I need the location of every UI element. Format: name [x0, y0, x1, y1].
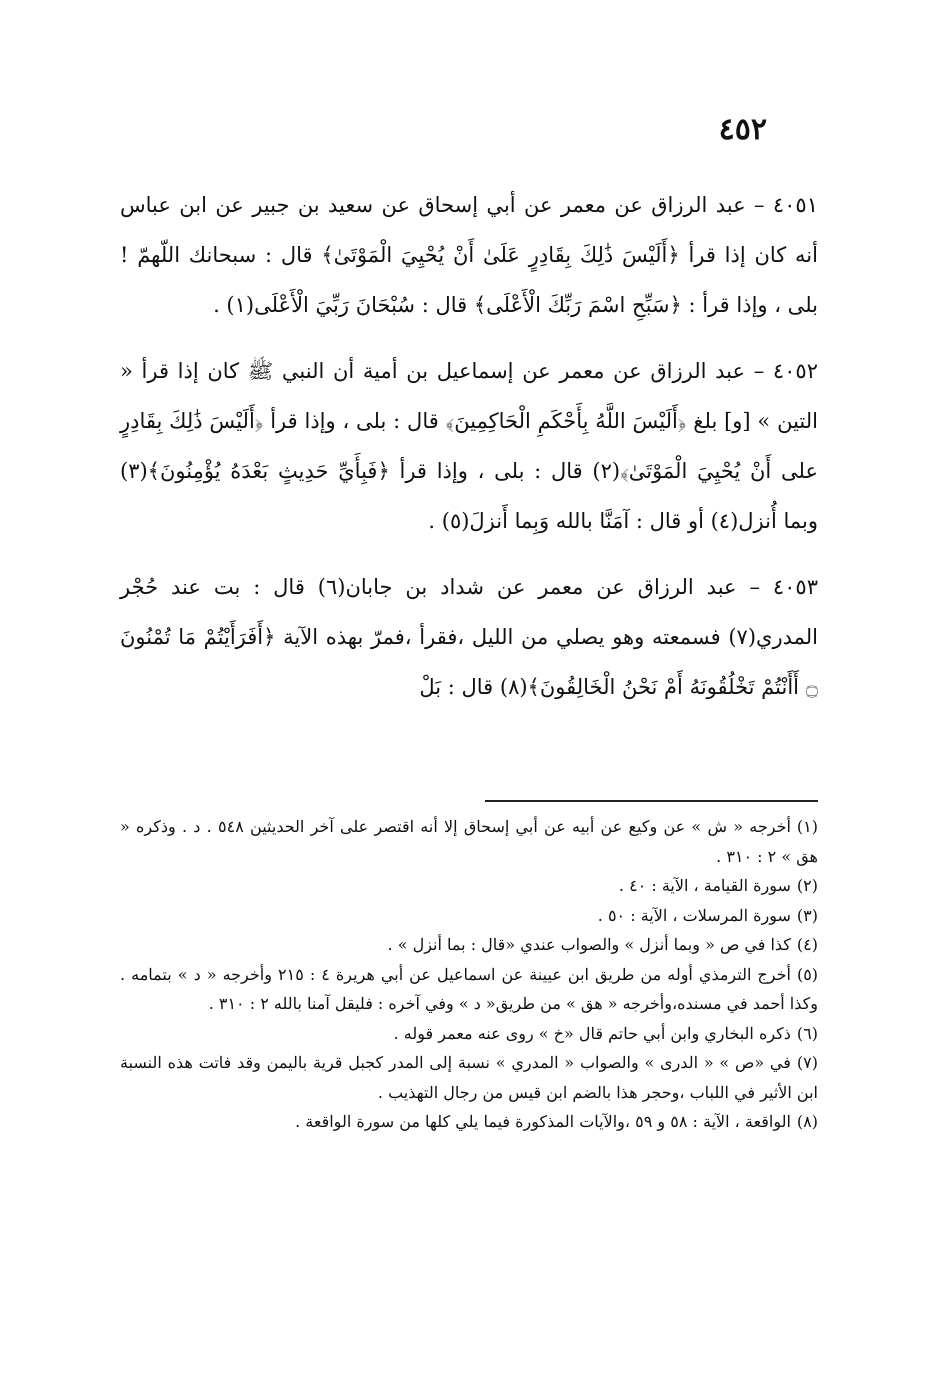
footnote-label: (٢)	[796, 876, 818, 895]
hadith-paragraph: ٤٠٥٣ – عبد الرزاق عن معمر عن شداد بن جابان(٦) قال : بت عند حُجْر المدري(٧) فسمعته وهو يصلي من الليل ،فقرأ ،فمرّ بهذه الآية ﴿أَفَرَأَيْتُمْ مَا تُمْنُونَ ۝ أَأَنْتُمْ تَخْلُقُونَهُ أَمْ نَحْنُ الْخَالِقُونَ﴾(٨) قال : بَلْ	[120, 575, 818, 699]
footnotes	[120, 812, 818, 1137]
footnote-text: أخرجه « ش » عن وكيع عن أبيه عن أبي إسحاق إلا أنه اقتصر على آخر الحديثين ٥٤٨ . د . وذكره « هق » ٢ : ٣١٠ .	[120, 817, 818, 866]
footnote-text: في «ص » « الدرى » والصواب « المدري » نسبة إلى المدر كجبل قرية باليمن وقد فاتت هذه النسبة ابن الأثير في اللباب ،وحجر هذا بالضم ابن قيس من رجال التهذيب .	[120, 1053, 818, 1102]
footnote	[120, 1107, 818, 1137]
footnote	[120, 960, 818, 1019]
footnote-label: (٦)	[796, 1023, 818, 1043]
footnote-text: سورة القيامة ، الآية : ٤٠ .	[618, 876, 791, 895]
footnote-text: سورة المرسلات ، الآية : ٥٠ .	[597, 905, 791, 925]
footnote-label: (٨)	[796, 1112, 818, 1131]
footnote	[120, 812, 818, 871]
main-text	[120, 180, 818, 728]
hadith-paragraph: ٤٠٥١ – عبد الرزاق عن معمر عن أبي إسحاق عن سعيد بن جبير عن ابن عباس أنه كان إذا قرأ ﴿أَلَيْسَ ذَٰلِكَ بِقَادِرٍ عَلَىٰ أَنْ يُحْيِيَ الْمَوْتَىٰ﴾ قال : سبحانك اللّهمّ ! بلى ، وإذا قرأ : ﴿سَبِّحِ اسْمَ رَبِّكَ الْأَعْلَى﴾ قال : سُبْحَانَ رَبِّيَ الْأَعْلَى(١) .	[120, 193, 818, 317]
footnote-label: (٧)	[796, 1053, 818, 1072]
page-number: ٤٥٢	[718, 112, 767, 147]
footnote	[120, 1048, 818, 1107]
footnote-text: الواقعة ، الآية : ٥٨ و ٥٩ ،والآيات المذكورة فيما يلي كلها من سورة الواقعة .	[295, 1112, 791, 1131]
footnote-text: كذا في ص « وبما أنزل » والصواب عندي «قال : بما أنزل » .	[387, 935, 791, 954]
footnote-divider	[485, 800, 818, 802]
footnote-label: (٥)	[796, 964, 819, 984]
footnote-label: (١)	[796, 817, 818, 836]
footnote	[120, 930, 818, 960]
hadith-paragraph: ٤٠٥٢ – عبد الرزاق عن معمر عن إسماعيل بن أمية أن النبي ﷺ كان إذا قرأ « التين » [و] بلغ ﴿أَلَيْسَ اللَّهُ بِأَحْكَمِ الْحَاكِمِينَ﴾ قال : بلى ، وإذا قرأ ﴿أَلَيْسَ ذَٰلِكَ بِقَادِرٍ على أَنْ يُحْيِيَ الْمَوْتَىٰ﴾(٢) قال : بلى ، وإذا قرأ ﴿فَبِأَيِّ حَدِيثٍ بَعْدَهُ يُؤْمِنُونَ﴾(٣) وبما أُنزل(٤) أو قال : آمَنَّا بالله وَبِما أَنزلَ(٥) .	[120, 359, 818, 533]
footnote-label: (٤)	[796, 935, 818, 954]
footnote-text: ذكره البخاري وابن أبي حاتم قال «خ » روى عنه معمر قوله .	[393, 1023, 791, 1043]
footnote	[120, 1019, 818, 1049]
footnote-text: أخرج الترمذي أوله من طريق ابن عيينة عن اسماعيل عن أبي هريرة ٤ : ٢١٥ وأخرجه « د » بتمامه . وكذا أحمد في مسنده،وأخرجه « هق » من طريق« د » وفي آخره : فليقل آمنا بالله ٢ : ٣١٠ .	[120, 964, 818, 1013]
footnote	[120, 901, 818, 931]
footnote-label: (٣)	[796, 905, 818, 925]
footnote	[120, 871, 818, 901]
